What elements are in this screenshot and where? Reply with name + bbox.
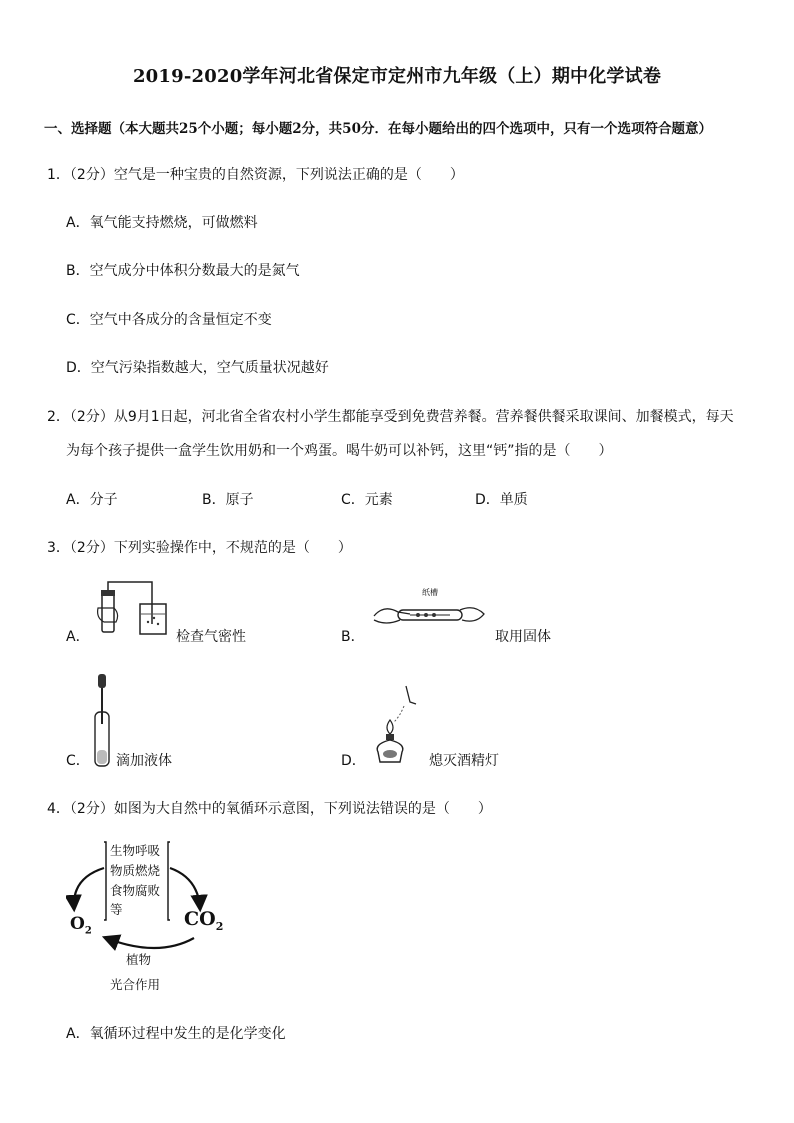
alcohol-lamp-illustration <box>370 682 426 770</box>
question-4-stem: 4．（2分）如图为大自然中的氧循环示意图，下列说法错误的是（ ） <box>47 801 492 817</box>
section-heading: 一、选择题（本大题共25个小题；每小题2分，共50分．在每小题给出的四个选项中，只有一个选项符合题意） <box>44 121 712 137</box>
question-2-option-c: C．元素 <box>341 492 393 508</box>
question-3-option-d-caption: 熄灭酒精灯 <box>429 753 499 769</box>
question-3-option-a-letter: A． <box>66 629 90 645</box>
co2-label-sub: 2 <box>215 919 224 933</box>
airtightness-check-illustration <box>96 578 172 640</box>
diagram-photosynthesis-label: 光合作用 <box>110 977 161 992</box>
question-1-stem: 1．（2分）空气是一种宝贵的自然资源，下列说法正确的是（ ） <box>47 167 464 183</box>
diagram-box-line-2: 物质燃烧 <box>110 863 161 878</box>
question-3-stem: 3．（2分）下列实验操作中，不规范的是（ ） <box>47 540 352 556</box>
paper-trough-label: 纸槽 <box>422 588 438 597</box>
co2-label-main: CO <box>184 908 216 930</box>
question-2-stem-line1: 2．（2分）从9月1日起，河北省全省农村小学生都能享受到免费营养餐。营养餐供餐采取课间、加餐模式，每天 <box>47 409 734 425</box>
question-3-option-d-letter: D． <box>341 753 366 769</box>
question-4-option-a: A．氧循环过程中发生的是化学变化 <box>66 1026 286 1042</box>
diagram-box-line-1: 生物呼吸 <box>110 843 161 858</box>
o2-label-sub: 2 <box>84 925 92 937</box>
question-1-option-b: B．空气成分中体积分数最大的是氮气 <box>66 263 300 279</box>
oxygen-cycle-diagram <box>66 838 236 998</box>
question-3-option-c-caption: 滴加液体 <box>116 753 172 769</box>
question-3-option-a-caption: 检查气密性 <box>176 629 246 645</box>
dropper-illustration <box>92 672 112 768</box>
diagram-plant-label: 植物 <box>126 952 152 967</box>
question-1-option-c: C．空气中各成分的含量恒定不变 <box>66 312 272 328</box>
question-3-option-b-caption: 取用固体 <box>495 629 551 645</box>
question-1-option-a: A．氧气能支持燃烧，可做燃料 <box>66 215 258 231</box>
question-1-option-d: D．空气污染指数越大，空气质量状况越好 <box>66 360 329 376</box>
question-2-option-d: D．单质 <box>475 492 528 508</box>
question-2-stem-line2: 为每个孩子提供一盒学生饮用奶和一个鸡蛋。喝牛奶可以补钙，这里“钙”指的是（ ） <box>66 443 613 459</box>
diagram-box-line-3: 食物腐败 <box>110 883 161 898</box>
question-3-option-c-letter: C． <box>66 753 90 769</box>
diagram-box-line-4: 等 <box>110 902 123 917</box>
co2-label <box>184 908 223 933</box>
o2-label <box>70 914 92 936</box>
question-2-option-a: A．分子 <box>66 492 118 508</box>
question-3-option-b-letter: B． <box>341 629 365 645</box>
page-title: 2019-2020学年河北省保定市定州市九年级（上）期中化学试卷 <box>132 66 662 87</box>
o2-label-main: O <box>70 914 85 934</box>
question-2-option-b: B．原子 <box>202 492 254 508</box>
